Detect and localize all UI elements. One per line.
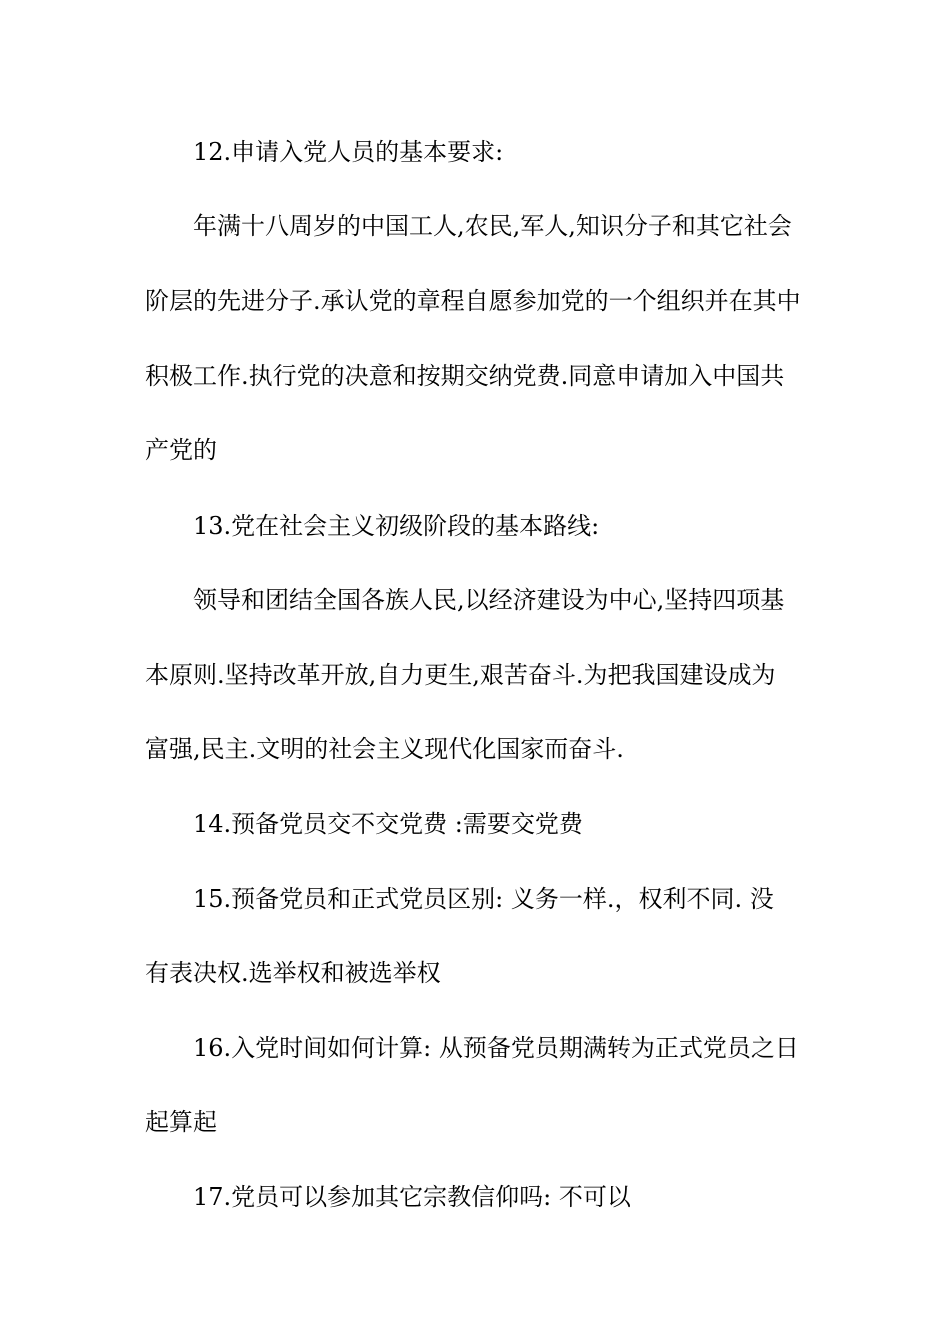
question-16-line-1: 16.入党时间如何计算: 从预备党员期满转为正式党员之日: [193, 1034, 799, 1062]
answer-12-line-3: 积极工作.执行党的决意和按期交纳党费.同意申请加入中国共: [145, 362, 785, 390]
question-17-line: 17.党员可以参加其它宗教信仰吗: 不可以: [193, 1183, 631, 1211]
answer-12-line-1: 年满十八周岁的中国工人,农民,军人,知识分子和其它社会: [193, 212, 792, 240]
question-14-line: 14.预备党员交不交党费 :需要交党费: [193, 810, 583, 838]
answer-13-line-3: 富强,民主.文明的社会主义现代化国家而奋斗.: [145, 735, 624, 763]
answer-12-line-4: 产党的: [145, 436, 217, 464]
question-16-line-2: 起算起: [145, 1108, 217, 1136]
question-13-heading: 13.党在社会主义初级阶段的基本路线:: [193, 512, 600, 540]
question-15-line-2: 有表决权.选举权和被选举权: [145, 959, 441, 987]
question-12-heading: 12.申请入党人员的基本要求:: [193, 138, 504, 166]
answer-13-line-1: 领导和团结全国各族人民,以经济建设为中心,坚持四项基: [193, 586, 785, 614]
answer-13-line-2: 本原则.坚持改革开放,自力更生,艰苦奋斗.为把我国建设成为: [145, 661, 776, 689]
answer-12-line-2: 阶层的先进分子.承认党的章程自愿参加党的一个组织并在其中: [145, 287, 801, 315]
question-15-line-1: 15.预备党员和正式党员区别: 义务一样.，权利不同. 没: [193, 885, 774, 913]
